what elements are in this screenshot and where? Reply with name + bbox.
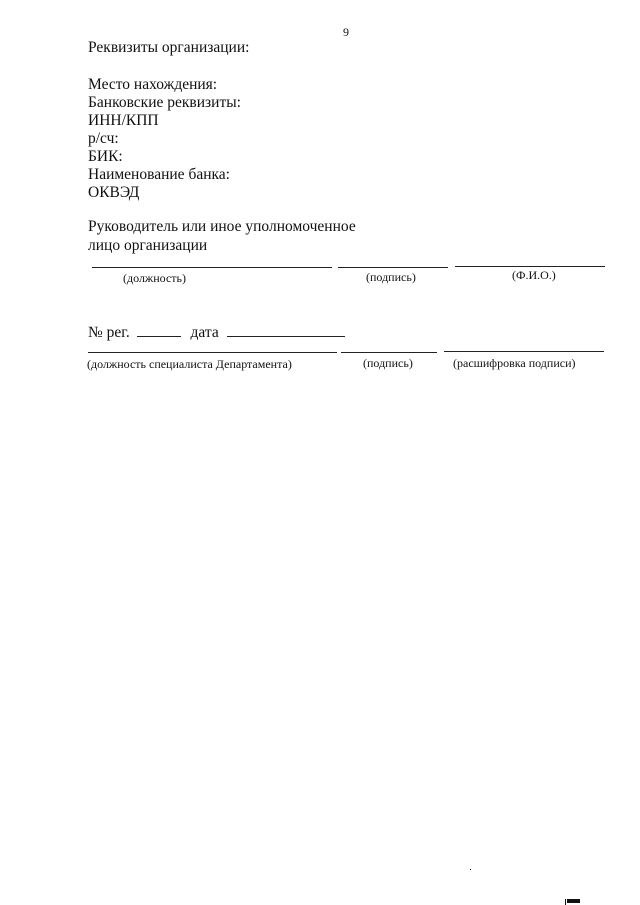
bank-name-label: Наименование банка: — [88, 166, 230, 183]
full-name-caption: (Ф.И.О.) — [512, 268, 556, 282]
department-position-caption: (должность специалиста Департамента) — [87, 357, 292, 371]
department-signature-line[interactable] — [341, 352, 437, 353]
department-signature-caption: (подпись) — [363, 356, 413, 370]
bank-details-label: Банковские реквизиты: — [88, 94, 241, 111]
signature-decoding-line[interactable] — [444, 351, 604, 352]
date-blank[interactable] — [227, 322, 345, 337]
signature-decoding-caption: (расшифровка подписи) — [453, 356, 576, 370]
registration-number-label: № рег. — [88, 324, 130, 341]
account-label: р/сч: — [88, 130, 119, 147]
scan-dot — [470, 869, 471, 870]
page-number: 9 — [343, 25, 349, 39]
date-label: дата — [190, 324, 219, 341]
department-position-line[interactable] — [88, 352, 337, 353]
requisites-title: Реквизиты организации: — [88, 39, 250, 56]
registration-row — [88, 322, 345, 342]
okved-label: ОКВЭД — [88, 184, 140, 201]
signature-line[interactable] — [338, 267, 448, 268]
location-label: Место нахождения: — [88, 76, 218, 93]
position-signature-line[interactable] — [92, 267, 332, 268]
scan-mark — [567, 899, 580, 903]
inn-kpp-label: ИНН/КПП — [88, 112, 159, 129]
position-caption: (должность) — [123, 271, 186, 285]
signature-caption: (подпись) — [366, 270, 416, 284]
bik-label: БИК: — [88, 148, 123, 165]
head-title-line-2: лицо организации — [88, 237, 208, 254]
full-name-line[interactable] — [455, 266, 605, 267]
scan-mark-edge — [565, 899, 566, 905]
head-title-line-1: Руководитель или иное уполномоченное — [88, 218, 356, 235]
registration-number-blank[interactable] — [137, 322, 181, 337]
